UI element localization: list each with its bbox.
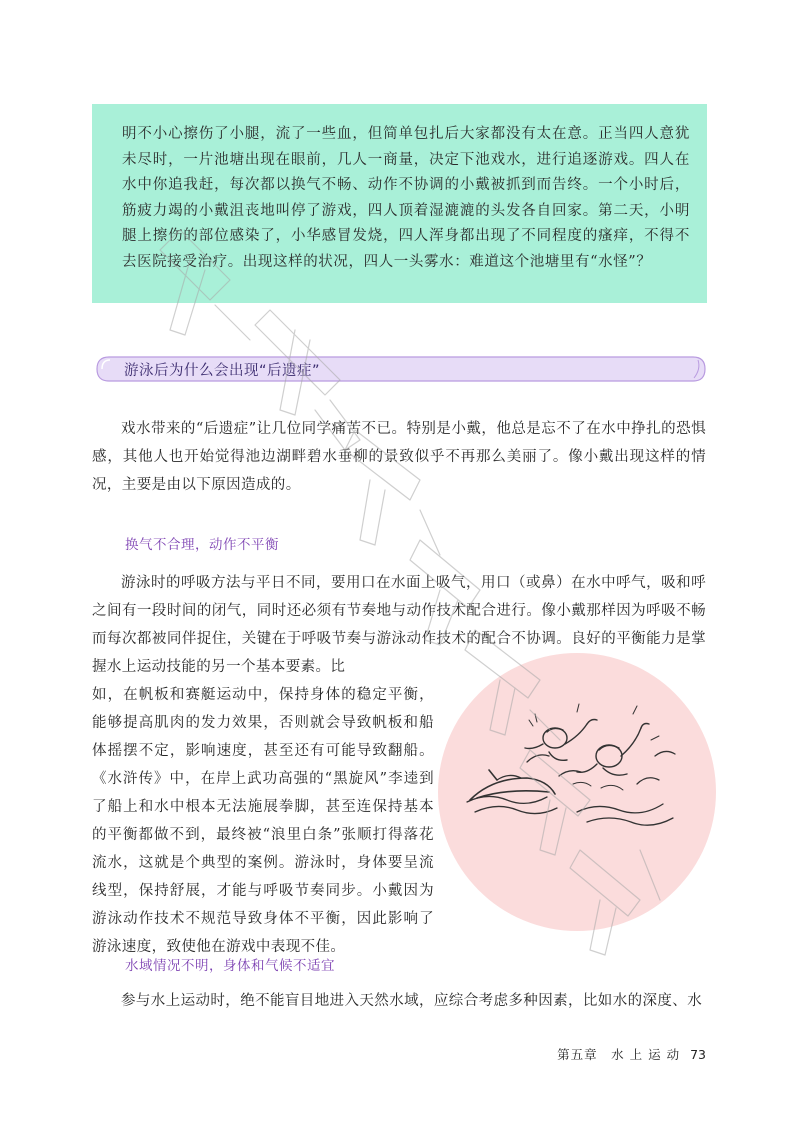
swimmers-drawing-icon: [437, 652, 717, 932]
section-title: 游泳后为什么会出现“后遗症”: [124, 363, 321, 379]
swimmers-illustration: [437, 652, 717, 932]
subsection-1-paragraph-narrow: 如，在帆板和赛艇运动中，保持身体的稳定平衡，能够提高肌肉的发力效果，否则就会导致帆板和船体摇摆不定，影响速度，甚至还有可能导致翻船。《水浒传》中，在岸上武功高强的“黑旋风”李逵到了船上和水中根本无法施展拳脚，甚至连保持基本的平衡都做不到，最终被“浪里白条”张顺打得落花流水，这就是个典型的案例。游泳时，身体要呈流线型，保持舒展，才能与呼吸节奏同步。小戴因为游泳动作技术不规范导致身体不平衡，因此影响了游泳速度，致使他在游戏中表现不佳。: [92, 687, 434, 955]
page-number: 73: [690, 1047, 706, 1062]
subsection-2-title: 水域情况不明，身体和气候不适宜: [125, 958, 335, 974]
page-footer: [557, 1045, 706, 1063]
section-heading-bar: [96, 356, 706, 382]
subsection-1-title: 换气不合理，动作不平衡: [125, 537, 279, 553]
subsection-1-paragraph-full: 游泳时的呼吸方法与平日不同，要用口在水面上吸气，用口（或鼻）在水中呼气，吸和呼之间有一段时间的闭气，同时还必须有节奏地与动作技术配合进行。像小戴那样因为呼吸不畅而每次都被同伴捉住，关键在于呼吸节奏与游泳动作技术的配合不协调。良好的平衡能力是掌握水上运动技能的另一个基本要素。比: [92, 575, 706, 675]
story-text: [122, 122, 690, 275]
subsection-2-paragraph: 参与水上运动时，绝不能盲目地进入天然水域，应综合考虑多种因素，比如水的深度、水: [121, 993, 703, 1009]
chapter-label: 第五章 水 上 运 动: [557, 1047, 681, 1062]
intro-paragraph: 戏水带来的“后遗症”让几位同学痛苦不已。特别是小戴，他总是忘不了在水中挣扎的恐惧感，其他人也开始觉得池边湖畔碧水垂柳的景致似乎不再那么美丽了。像小戴出现这样的情况，主要是由以下原因造成的。: [92, 421, 706, 493]
story-paragraph: 明不小心擦伤了小腿，流了一些血，但简单包扎后大家都没有太在意。正当四人意犹未尽时，一片池塘出现在眼前，几人一商量，决定下池戏水，进行追逐游戏。四人在水中你追我赶，每次都以换气不畅、动作不协调的小戴被抓到而告终。一个小时后，筋疲力竭的小戴沮丧地叫停了游戏，四人顶着湿漉漉的头发各自回家。第二天，小明腿上擦伤的部位感染了，小华感冒发烧，四人浑身都出现了不同程度的瘙痒，不得不去医院接受治疗。出现这样的状况，四人一头雾水：难道这个池塘里有“水怪”？: [122, 126, 690, 270]
